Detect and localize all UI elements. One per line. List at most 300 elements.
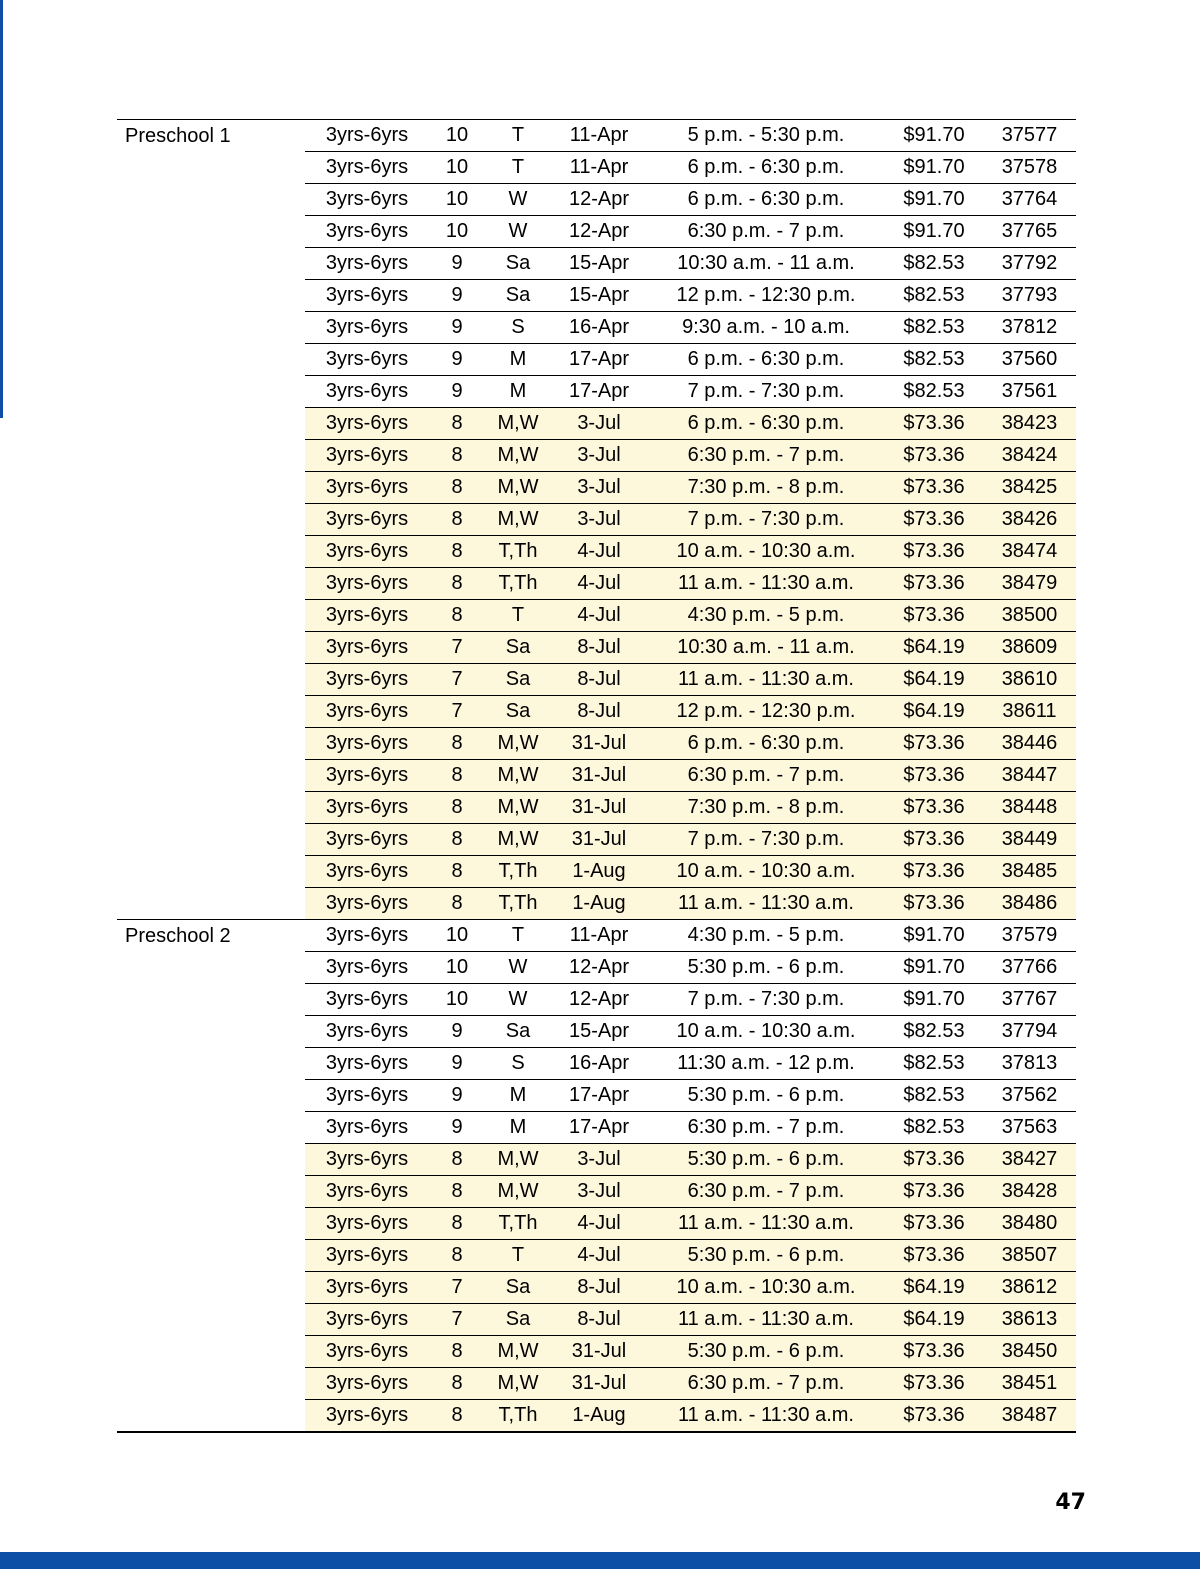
date-cell: 31-Jul xyxy=(571,732,627,754)
age-cell: 3yrs-6yrs xyxy=(325,604,409,626)
day-cell: Sa xyxy=(505,1308,531,1330)
date-cell: 31-Jul xyxy=(571,796,627,818)
course-code-cell: 38612 xyxy=(1001,1276,1058,1298)
time-cell: 11 a.m. - 11:30 a.m. xyxy=(677,1404,854,1426)
time-cell: 11 a.m. - 11:30 a.m. xyxy=(677,668,854,690)
day-cell: T,Th xyxy=(498,860,538,882)
table-row xyxy=(305,248,1076,280)
table-row xyxy=(305,1176,1076,1208)
day-cell: T,Th xyxy=(498,892,538,914)
table-row xyxy=(305,1048,1076,1080)
date-cell: 1-Aug xyxy=(572,1404,626,1426)
date-cell: 4-Jul xyxy=(577,540,621,562)
date-cell: 3-Jul xyxy=(577,508,621,530)
age-cell: 3yrs-6yrs xyxy=(325,1308,409,1330)
table-row xyxy=(305,344,1076,376)
age-cell: 3yrs-6yrs xyxy=(325,668,409,690)
course-code-cell: 38479 xyxy=(1001,572,1058,594)
table-row xyxy=(305,888,1076,919)
course-code-cell: 38610 xyxy=(1001,668,1058,690)
price-cell: $73.36 xyxy=(903,796,965,818)
price-cell: $82.53 xyxy=(903,284,965,306)
age-cell: 3yrs-6yrs xyxy=(325,412,409,434)
age-cell: 3yrs-6yrs xyxy=(325,252,409,274)
day-cell: W xyxy=(508,188,528,210)
date-cell: 16-Apr xyxy=(568,316,630,338)
day-cell: Sa xyxy=(505,668,531,690)
time-cell: 10 a.m. - 10:30 a.m. xyxy=(676,860,856,882)
day-cell: T,Th xyxy=(498,540,538,562)
left-accent-bar xyxy=(0,0,3,418)
age-cell: 3yrs-6yrs xyxy=(325,444,409,466)
time-cell: 10 a.m. - 10:30 a.m. xyxy=(676,1276,856,1298)
age-cell: 3yrs-6yrs xyxy=(325,348,409,370)
page-number: 47 xyxy=(1055,1490,1086,1515)
age-cell: 3yrs-6yrs xyxy=(325,1052,409,1074)
age-cell: 3yrs-6yrs xyxy=(325,1116,409,1138)
course-code-cell: 38474 xyxy=(1001,540,1058,562)
time-cell: 10:30 a.m. - 11 a.m. xyxy=(677,636,855,658)
date-cell: 3-Jul xyxy=(577,476,621,498)
sessions-cell: 8 xyxy=(451,412,463,434)
course-code-cell: 38613 xyxy=(1001,1308,1058,1330)
price-cell: $73.36 xyxy=(903,860,965,882)
time-cell: 6:30 p.m. - 7 p.m. xyxy=(687,764,845,786)
day-cell: M,W xyxy=(497,764,539,786)
date-cell: 4-Jul xyxy=(577,1212,621,1234)
date-cell: 12-Apr xyxy=(568,188,630,210)
table-row xyxy=(305,1304,1076,1336)
course-code-cell: 38426 xyxy=(1001,508,1058,530)
table-row xyxy=(305,1112,1076,1144)
time-cell: 11 a.m. - 11:30 a.m. xyxy=(677,572,854,594)
class-schedule-table xyxy=(117,119,1076,1433)
day-cell: T,Th xyxy=(498,1404,538,1426)
price-cell: $82.53 xyxy=(903,1116,965,1138)
course-code-cell: 37767 xyxy=(1001,988,1058,1010)
sessions-cell: 8 xyxy=(451,572,463,594)
price-cell: $91.70 xyxy=(903,220,965,242)
time-cell: 10:30 a.m. - 11 a.m. xyxy=(677,252,855,274)
time-cell: 4:30 p.m. - 5 p.m. xyxy=(687,604,845,626)
sessions-cell: 8 xyxy=(451,1340,463,1362)
sessions-cell: 10 xyxy=(445,956,469,978)
time-cell: 9:30 a.m. - 10 a.m. xyxy=(682,316,850,338)
table-row xyxy=(305,728,1076,760)
sessions-cell: 8 xyxy=(451,476,463,498)
day-cell: W xyxy=(508,220,528,242)
table-row xyxy=(305,1208,1076,1240)
day-cell: T xyxy=(511,604,525,626)
course-code-cell: 38448 xyxy=(1001,796,1058,818)
price-cell: $82.53 xyxy=(903,1052,965,1074)
time-cell: 11 a.m. - 11:30 a.m. xyxy=(677,1212,854,1234)
day-cell: Sa xyxy=(505,700,531,722)
day-cell: M,W xyxy=(497,444,539,466)
day-cell: M,W xyxy=(497,732,539,754)
sessions-cell: 8 xyxy=(451,604,463,626)
age-cell: 3yrs-6yrs xyxy=(325,1084,409,1106)
day-cell: T xyxy=(511,924,525,946)
price-cell: $91.70 xyxy=(903,956,965,978)
course-code-cell: 38449 xyxy=(1001,828,1058,850)
time-cell: 7 p.m. - 7:30 p.m. xyxy=(687,988,845,1010)
time-cell: 6:30 p.m. - 7 p.m. xyxy=(687,444,845,466)
date-cell: 12-Apr xyxy=(568,956,630,978)
age-cell: 3yrs-6yrs xyxy=(325,1340,409,1362)
time-cell: 7:30 p.m. - 8 p.m. xyxy=(687,476,845,498)
price-cell: $73.36 xyxy=(903,540,965,562)
price-cell: $91.70 xyxy=(903,156,965,178)
date-cell: 31-Jul xyxy=(571,828,627,850)
price-cell: $73.36 xyxy=(903,1180,965,1202)
price-cell: $64.19 xyxy=(903,1308,965,1330)
price-cell: $73.36 xyxy=(903,1148,965,1170)
sessions-cell: 10 xyxy=(445,156,469,178)
age-cell: 3yrs-6yrs xyxy=(325,828,409,850)
price-cell: $82.53 xyxy=(903,252,965,274)
table-row xyxy=(305,760,1076,792)
price-cell: $73.36 xyxy=(903,508,965,530)
day-cell: Sa xyxy=(505,284,531,306)
age-cell: 3yrs-6yrs xyxy=(325,316,409,338)
age-cell: 3yrs-6yrs xyxy=(325,700,409,722)
price-cell: $73.36 xyxy=(903,828,965,850)
date-cell: 11-Apr xyxy=(569,924,629,946)
course-code-cell: 37793 xyxy=(1001,284,1058,306)
date-cell: 17-Apr xyxy=(568,380,630,402)
date-cell: 3-Jul xyxy=(577,1148,621,1170)
time-cell: 7:30 p.m. - 8 p.m. xyxy=(687,796,845,818)
day-cell: T xyxy=(511,124,525,146)
time-cell: 7 p.m. - 7:30 p.m. xyxy=(687,828,845,850)
table-row xyxy=(305,1144,1076,1176)
price-cell: $73.36 xyxy=(903,1404,965,1426)
date-cell: 8-Jul xyxy=(577,1308,621,1330)
price-cell: $64.19 xyxy=(903,668,965,690)
course-code-cell: 38609 xyxy=(1001,636,1058,658)
group-title: Preschool 1 xyxy=(125,125,231,147)
date-cell: 17-Apr xyxy=(568,348,630,370)
group-rows xyxy=(305,120,1076,919)
age-cell: 3yrs-6yrs xyxy=(325,732,409,754)
date-cell: 3-Jul xyxy=(577,1180,621,1202)
sessions-cell: 9 xyxy=(451,284,463,306)
age-cell: 3yrs-6yrs xyxy=(325,1244,409,1266)
time-cell: 12 p.m. - 12:30 p.m. xyxy=(676,700,856,722)
table-row xyxy=(305,1400,1076,1431)
day-cell: T,Th xyxy=(498,1212,538,1234)
sessions-cell: 8 xyxy=(451,732,463,754)
course-code-cell: 38450 xyxy=(1001,1340,1058,1362)
day-cell: M,W xyxy=(497,796,539,818)
course-code-cell: 38446 xyxy=(1001,732,1058,754)
date-cell: 3-Jul xyxy=(577,444,621,466)
course-code-cell: 38447 xyxy=(1001,764,1058,786)
course-code-cell: 37766 xyxy=(1001,956,1058,978)
table-row xyxy=(305,376,1076,408)
price-cell: $91.70 xyxy=(903,188,965,210)
price-cell: $73.36 xyxy=(903,1372,965,1394)
age-cell: 3yrs-6yrs xyxy=(325,892,409,914)
sessions-cell: 7 xyxy=(451,1308,463,1330)
age-cell: 3yrs-6yrs xyxy=(325,540,409,562)
table-row xyxy=(305,1016,1076,1048)
day-cell: Sa xyxy=(505,1276,531,1298)
course-code-cell: 38487 xyxy=(1001,1404,1058,1426)
sessions-cell: 8 xyxy=(451,1180,463,1202)
date-cell: 15-Apr xyxy=(568,1020,630,1042)
course-code-cell: 37764 xyxy=(1001,188,1058,210)
sessions-cell: 7 xyxy=(451,668,463,690)
age-cell: 3yrs-6yrs xyxy=(325,380,409,402)
table-row xyxy=(305,696,1076,728)
age-cell: 3yrs-6yrs xyxy=(325,476,409,498)
date-cell: 12-Apr xyxy=(568,220,630,242)
sessions-cell: 8 xyxy=(451,1148,463,1170)
time-cell: 6 p.m. - 6:30 p.m. xyxy=(687,348,845,370)
sessions-cell: 7 xyxy=(451,700,463,722)
time-cell: 6:30 p.m. - 7 p.m. xyxy=(687,1372,845,1394)
day-cell: Sa xyxy=(505,1020,531,1042)
table-row xyxy=(305,856,1076,888)
time-cell: 6 p.m. - 6:30 p.m. xyxy=(687,188,845,210)
sessions-cell: 10 xyxy=(445,220,469,242)
date-cell: 12-Apr xyxy=(568,988,630,1010)
age-cell: 3yrs-6yrs xyxy=(325,124,409,146)
sessions-cell: 10 xyxy=(445,988,469,1010)
date-cell: 1-Aug xyxy=(572,892,626,914)
course-code-cell: 37561 xyxy=(1001,380,1058,402)
table-row xyxy=(305,408,1076,440)
sessions-cell: 10 xyxy=(445,124,469,146)
day-cell: S xyxy=(511,316,525,338)
day-cell: T xyxy=(511,156,525,178)
age-cell: 3yrs-6yrs xyxy=(325,1276,409,1298)
course-code-cell: 37792 xyxy=(1001,252,1058,274)
price-cell: $73.36 xyxy=(903,892,965,914)
table-row xyxy=(305,984,1076,1016)
age-cell: 3yrs-6yrs xyxy=(325,572,409,594)
group-title: Preschool 2 xyxy=(125,925,231,947)
day-cell: T xyxy=(511,1244,525,1266)
time-cell: 6:30 p.m. - 7 p.m. xyxy=(687,1180,845,1202)
table-row xyxy=(305,472,1076,504)
time-cell: 5:30 p.m. - 6 p.m. xyxy=(687,1340,845,1362)
course-code-cell: 38611 xyxy=(1002,700,1057,722)
sessions-cell: 8 xyxy=(451,892,463,914)
course-code-cell: 37812 xyxy=(1001,316,1058,338)
date-cell: 3-Jul xyxy=(577,412,621,434)
day-cell: W xyxy=(508,956,528,978)
course-code-cell: 37560 xyxy=(1001,348,1058,370)
time-cell: 6:30 p.m. - 7 p.m. xyxy=(687,220,845,242)
price-cell: $73.36 xyxy=(903,1244,965,1266)
time-cell: 6 p.m. - 6:30 p.m. xyxy=(687,156,845,178)
day-cell: M xyxy=(509,348,527,370)
table-row xyxy=(305,792,1076,824)
table-row xyxy=(305,216,1076,248)
age-cell: 3yrs-6yrs xyxy=(325,188,409,210)
sessions-cell: 8 xyxy=(451,444,463,466)
price-cell: $91.70 xyxy=(903,988,965,1010)
age-cell: 3yrs-6yrs xyxy=(325,796,409,818)
course-code-cell: 37765 xyxy=(1001,220,1058,242)
price-cell: $91.70 xyxy=(903,124,965,146)
date-cell: 31-Jul xyxy=(571,1340,627,1362)
course-code-cell: 38486 xyxy=(1001,892,1058,914)
sessions-cell: 8 xyxy=(451,828,463,850)
sessions-cell: 8 xyxy=(451,796,463,818)
age-cell: 3yrs-6yrs xyxy=(325,988,409,1010)
date-cell: 31-Jul xyxy=(571,1372,627,1394)
time-cell: 11 a.m. - 11:30 a.m. xyxy=(677,1308,854,1330)
course-code-cell: 37563 xyxy=(1001,1116,1058,1138)
sessions-cell: 8 xyxy=(451,540,463,562)
price-cell: $73.36 xyxy=(903,1212,965,1234)
table-row xyxy=(305,632,1076,664)
day-cell: M xyxy=(509,1084,527,1106)
age-cell: 3yrs-6yrs xyxy=(325,220,409,242)
table-row xyxy=(305,1240,1076,1272)
day-cell: Sa xyxy=(505,252,531,274)
time-cell: 5:30 p.m. - 6 p.m. xyxy=(687,1084,845,1106)
age-cell: 3yrs-6yrs xyxy=(325,1404,409,1426)
date-cell: 4-Jul xyxy=(577,604,621,626)
table-row xyxy=(305,312,1076,344)
date-cell: 11-Apr xyxy=(569,156,629,178)
table-row xyxy=(305,568,1076,600)
sessions-cell: 9 xyxy=(451,348,463,370)
sessions-cell: 7 xyxy=(451,636,463,658)
date-cell: 4-Jul xyxy=(577,572,621,594)
bottom-accent-bar xyxy=(0,1552,1200,1569)
time-cell: 5 p.m. - 5:30 p.m. xyxy=(687,124,845,146)
date-cell: 15-Apr xyxy=(568,252,630,274)
time-cell: 11:30 a.m. - 12 p.m. xyxy=(677,1052,855,1074)
time-cell: 4:30 p.m. - 5 p.m. xyxy=(687,924,845,946)
price-cell: $73.36 xyxy=(903,604,965,626)
price-cell: $91.70 xyxy=(903,924,965,946)
sessions-cell: 8 xyxy=(451,1212,463,1234)
course-code-cell: 38480 xyxy=(1001,1212,1058,1234)
price-cell: $64.19 xyxy=(903,636,965,658)
age-cell: 3yrs-6yrs xyxy=(325,924,409,946)
day-cell: W xyxy=(508,988,528,1010)
date-cell: 4-Jul xyxy=(577,1244,621,1266)
date-cell: 8-Jul xyxy=(577,700,621,722)
time-cell: 12 p.m. - 12:30 p.m. xyxy=(676,284,856,306)
sessions-cell: 8 xyxy=(451,764,463,786)
age-cell: 3yrs-6yrs xyxy=(325,284,409,306)
price-cell: $82.53 xyxy=(903,1020,965,1042)
price-cell: $73.36 xyxy=(903,444,965,466)
sessions-cell: 8 xyxy=(451,860,463,882)
age-cell: 3yrs-6yrs xyxy=(325,636,409,658)
date-cell: 17-Apr xyxy=(568,1084,630,1106)
price-cell: $82.53 xyxy=(903,380,965,402)
day-cell: M,W xyxy=(497,1180,539,1202)
course-code-cell: 38507 xyxy=(1001,1244,1058,1266)
course-code-cell: 38427 xyxy=(1001,1148,1058,1170)
age-cell: 3yrs-6yrs xyxy=(325,1148,409,1170)
course-code-cell: 38423 xyxy=(1001,412,1058,434)
sessions-cell: 9 xyxy=(451,252,463,274)
age-cell: 3yrs-6yrs xyxy=(325,860,409,882)
group-preschool-2 xyxy=(117,919,1076,1431)
date-cell: 11-Apr xyxy=(569,124,629,146)
course-code-cell: 38500 xyxy=(1001,604,1058,626)
sessions-cell: 8 xyxy=(451,1404,463,1426)
date-cell: 8-Jul xyxy=(577,668,621,690)
day-cell: Sa xyxy=(505,636,531,658)
table-row xyxy=(305,1272,1076,1304)
table-row xyxy=(305,120,1076,152)
date-cell: 16-Apr xyxy=(568,1052,630,1074)
time-cell: 5:30 p.m. - 6 p.m. xyxy=(687,956,845,978)
price-cell: $73.36 xyxy=(903,732,965,754)
sessions-cell: 9 xyxy=(451,316,463,338)
date-cell: 8-Jul xyxy=(577,1276,621,1298)
time-cell: 6 p.m. - 6:30 p.m. xyxy=(687,412,845,434)
table-row xyxy=(305,664,1076,696)
course-code-cell: 38425 xyxy=(1001,476,1058,498)
course-code-cell: 37562 xyxy=(1001,1084,1058,1106)
time-cell: 10 a.m. - 10:30 a.m. xyxy=(676,1020,856,1042)
table-row xyxy=(305,440,1076,472)
day-cell: M xyxy=(509,380,527,402)
day-cell: M,W xyxy=(497,828,539,850)
group-rows xyxy=(305,920,1076,1431)
age-cell: 3yrs-6yrs xyxy=(325,156,409,178)
sessions-cell: 9 xyxy=(451,1020,463,1042)
date-cell: 15-Apr xyxy=(568,284,630,306)
course-code-cell: 38485 xyxy=(1001,860,1058,882)
price-cell: $82.53 xyxy=(903,1084,965,1106)
price-cell: $73.36 xyxy=(903,412,965,434)
course-code-cell: 38428 xyxy=(1001,1180,1058,1202)
table-row xyxy=(305,1336,1076,1368)
table-row xyxy=(305,920,1076,952)
table-row xyxy=(305,1080,1076,1112)
table-row xyxy=(305,824,1076,856)
table-row xyxy=(305,952,1076,984)
day-cell: M,W xyxy=(497,412,539,434)
time-cell: 5:30 p.m. - 6 p.m. xyxy=(687,1244,845,1266)
age-cell: 3yrs-6yrs xyxy=(325,1372,409,1394)
age-cell: 3yrs-6yrs xyxy=(325,1212,409,1234)
date-cell: 1-Aug xyxy=(572,860,626,882)
table-row xyxy=(305,504,1076,536)
day-cell: T,Th xyxy=(498,572,538,594)
table-row xyxy=(305,184,1076,216)
table-row xyxy=(305,600,1076,632)
sessions-cell: 7 xyxy=(451,1276,463,1298)
price-cell: $82.53 xyxy=(903,316,965,338)
age-cell: 3yrs-6yrs xyxy=(325,1180,409,1202)
age-cell: 3yrs-6yrs xyxy=(325,1020,409,1042)
day-cell: S xyxy=(511,1052,525,1074)
price-cell: $73.36 xyxy=(903,1340,965,1362)
sessions-cell: 8 xyxy=(451,1244,463,1266)
table-row xyxy=(305,536,1076,568)
day-cell: M,W xyxy=(497,1148,539,1170)
day-cell: M,W xyxy=(497,476,539,498)
day-cell: M,W xyxy=(497,1372,539,1394)
course-code-cell: 37813 xyxy=(1001,1052,1058,1074)
sessions-cell: 8 xyxy=(451,508,463,530)
time-cell: 10 a.m. - 10:30 a.m. xyxy=(676,540,856,562)
